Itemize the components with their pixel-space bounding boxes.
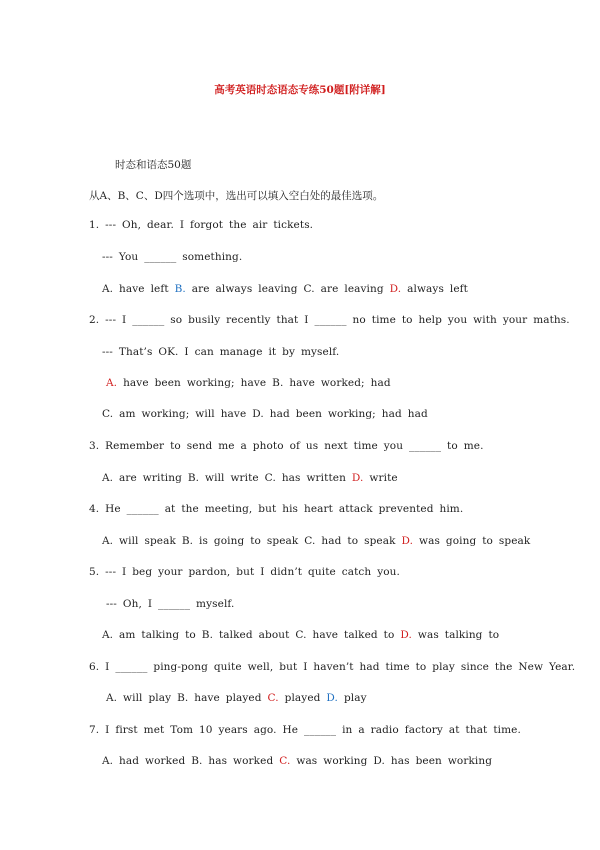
instruction-text: 从A、B、C、D四个选项中，选出可以填入空白处的最佳选项。 <box>89 190 384 202</box>
question-1-line2: --- You ______ something. <box>102 251 243 263</box>
question-2-line2: --- That’s OK. I can manage it by myself. <box>102 346 340 358</box>
question-5-stem: 5. --- I beg your pardon, but I didn’t quite catch you. <box>89 566 400 578</box>
q1-option-d-text: always left <box>401 283 468 295</box>
q6-option-c-letter: C. <box>267 692 279 704</box>
question-5-line2: --- Oh, I ______ myself. <box>106 598 235 610</box>
question-7-stem: 7. I first met Tom 10 years ago. He ______ in a radio factory at that time. <box>89 724 521 736</box>
question-6-options <box>106 692 367 704</box>
q2-option-a-text: have been working; have B. have worked; had <box>117 377 391 389</box>
q1-option-c: C. are leaving <box>303 283 390 295</box>
q3-option-d-text: write <box>363 472 398 484</box>
q2-option-a-letter: A. <box>106 377 118 389</box>
question-4-stem: 4. He ______ at the meeting, but his heart attack prevented him. <box>89 503 464 515</box>
q7-option-c-text: was working D. has been working <box>290 755 493 767</box>
q3-option-d-letter: D. <box>351 472 364 484</box>
q6-option-c-text: played <box>278 692 327 704</box>
question-1-stem: 1. --- Oh, dear. I forgot the air tickets. <box>89 219 314 231</box>
question-3-options <box>102 472 398 484</box>
q7-option-c-letter: C. <box>279 755 291 767</box>
question-2-options-ab <box>106 377 391 389</box>
question-2-options-cd: C. am working; will have D. had been working; had had <box>102 408 428 420</box>
q5-option-d-text: was talking to <box>411 629 500 641</box>
q1-option-d-letter: D. <box>389 283 402 295</box>
q7-option-ab: A. had worked B. has worked <box>102 755 280 767</box>
q1-option-a: A. have left <box>102 283 175 295</box>
q6-option-ab: A. will play B. have played <box>106 692 268 704</box>
q1-option-b-letter: B. <box>174 283 186 295</box>
q5-option-d-letter: D. <box>400 629 412 641</box>
question-3-stem: 3. Remember to send me a photo of us next time you ______ to me. <box>89 440 484 452</box>
q1-option-b-text: are always leaving <box>185 283 304 295</box>
question-7-options <box>102 755 492 767</box>
q4-option-d-text: was going to speak <box>413 535 531 547</box>
q6-option-d-text: play <box>338 692 367 704</box>
document-title: 高考英语时态语态专练50题[附详解] <box>214 84 386 96</box>
question-5-options <box>102 629 499 641</box>
q3-option-abc: A. are writing B. will write C. has written <box>102 472 352 484</box>
q4-option-d-letter: D. <box>401 535 414 547</box>
question-4-options <box>102 535 530 547</box>
section-subtitle: 时态和语态50题 <box>115 159 192 171</box>
question-6-stem: 6. I ______ ping-pong quite well, but I haven’t had time to play since the New Year. <box>89 661 576 673</box>
question-1-options <box>102 283 468 295</box>
q4-option-abc: A. will speak B. is going to speak C. had to speak <box>102 535 402 547</box>
question-2-stem: 2. --- I ______ so busily recently that I ______ no time to help you with your maths. <box>89 314 570 326</box>
q5-option-abc: A. am talking to B. talked about C. have talked to <box>102 629 401 641</box>
q6-option-d-letter: D. <box>326 692 338 704</box>
